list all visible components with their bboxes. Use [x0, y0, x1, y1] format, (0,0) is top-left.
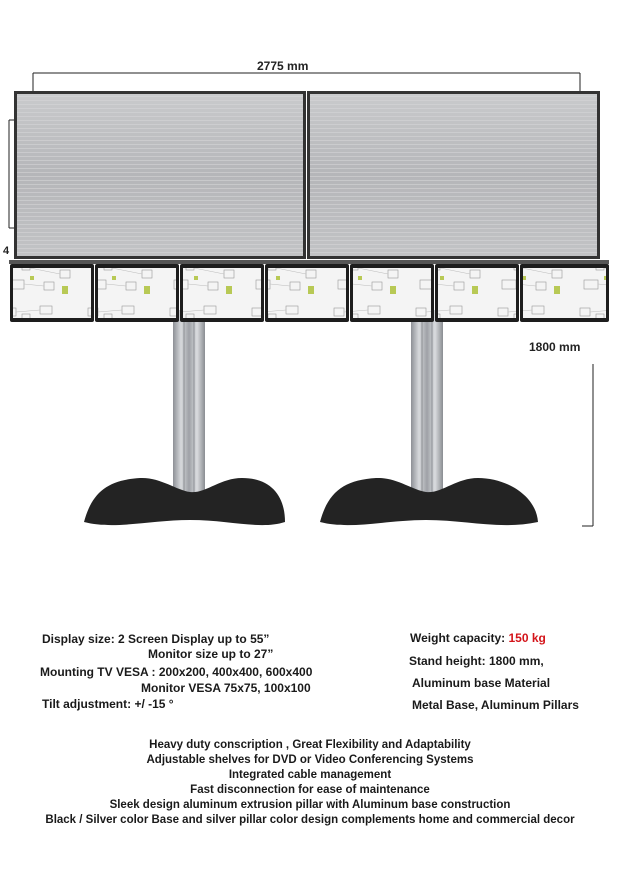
monitor	[350, 264, 434, 322]
spec-weight-capacity	[410, 631, 546, 645]
partial-dimension-label: 4	[3, 245, 10, 257]
weight-capacity-value: 150 kg	[508, 631, 546, 645]
spec-tilt-adjustment: Tilt adjustment: +/ -15 °	[42, 697, 174, 711]
monitor	[95, 264, 179, 322]
spec-monitor-size: Monitor size up to 27”	[148, 647, 274, 661]
tv-screen-right	[307, 91, 600, 259]
height-dimension-label: 1800 mm	[529, 340, 581, 354]
feature-item: Fast disconnection for ease of maintenance	[190, 784, 430, 796]
feature-item: Adjustable shelves for DVD or Video Conferencing Systems	[146, 754, 474, 766]
feature-item: Black / Silver color Base and silver pillar color design complements home and commercial decor	[45, 814, 575, 826]
right-pillar	[411, 310, 443, 502]
width-dimension	[33, 73, 580, 92]
monitor-shelf-bar	[9, 260, 609, 264]
monitor	[265, 264, 349, 322]
spec-mounting-tv-vesa: Mounting TV VESA : 200x200, 400x400, 600x400	[40, 665, 313, 679]
monitor	[435, 264, 519, 322]
feature-list	[0, 738, 620, 828]
monitor	[520, 264, 609, 322]
tv-screen-left	[14, 91, 306, 259]
monitor-row	[10, 264, 609, 322]
monitor	[10, 264, 94, 322]
spec-monitor-vesa: Monitor VESA 75x75, 100x100	[141, 681, 311, 695]
feature-item: Integrated cable management	[228, 769, 392, 781]
weight-capacity-label: Weight capacity:	[410, 631, 509, 645]
spec-display-size: Display size: 2 Screen Display up to 55”	[42, 632, 270, 646]
spec-base-material: Aluminum base Material	[412, 676, 551, 690]
spec-base-pillars: Metal Base, Aluminum Pillars	[412, 698, 579, 712]
monitor	[180, 264, 264, 322]
feature-item: Sleek design aluminum extrusion pillar with Aluminum base construction	[109, 799, 511, 811]
spec-stand-height: Stand height: 1800 mm,	[409, 654, 544, 668]
feature-item: Heavy duty conscription , Great Flexibility and Adaptability	[149, 739, 471, 751]
width-dimension-label: 2775 mm	[257, 59, 309, 73]
left-pillar	[173, 310, 205, 502]
height-dimension	[582, 364, 593, 526]
